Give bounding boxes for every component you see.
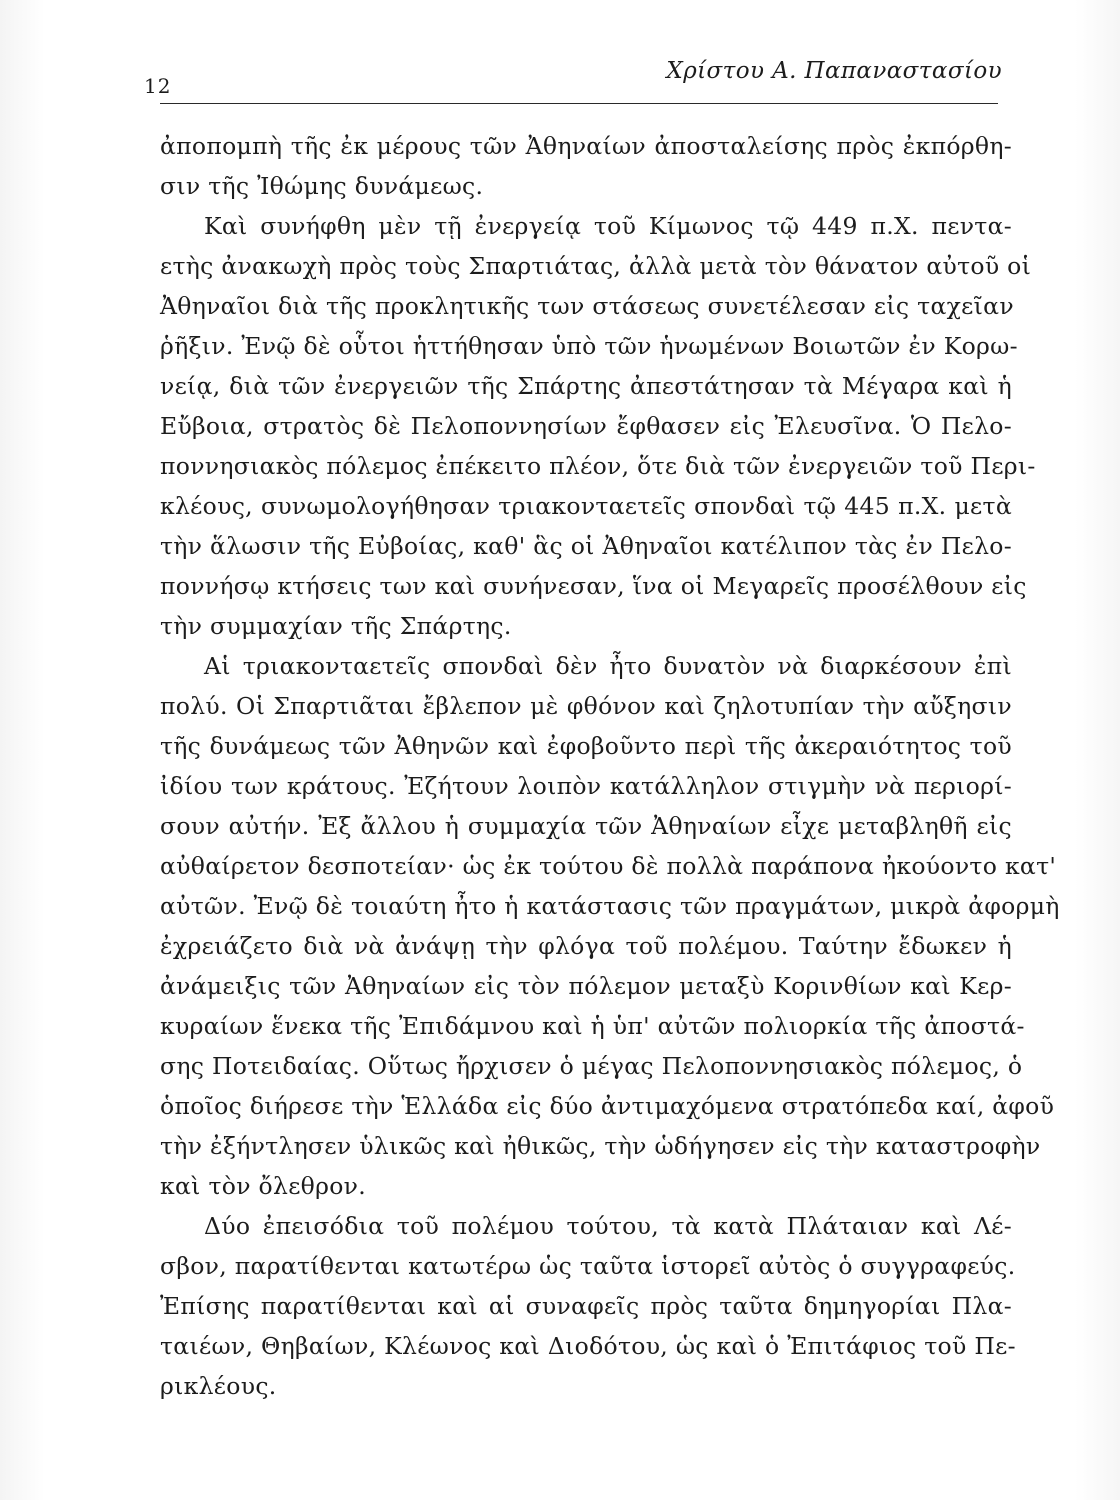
text-line: Καὶ συνήφθη μὲν τῇ ἐνεργείᾳ τοῦ Κίμωνος τῷ 449 π.Χ. πεντα- — [204, 212, 1012, 240]
header-rule — [160, 103, 998, 104]
page-number: 12 — [144, 74, 172, 98]
text-line: ἀποπομπὴ τῆς ἐκ μέρους τῶν Ἀθηναίων ἀποσταλείσης πρὸς ἐκπόρθη- — [160, 132, 1012, 160]
text-line: τὴν ἐξήντλησεν ὑλικῶς καὶ ἠθικῶς, τὴν ὡδήγησεν εἰς τὴν καταστροφὴν — [160, 1132, 1041, 1160]
text-line: ἰδίου των κράτους. Ἐζήτουν λοιπὸν κατάλληλον στιγμὴν νὰ περιορί- — [160, 772, 1012, 800]
text-line: Δύο ἐπεισόδια τοῦ πολέμου τούτου, τὰ κατὰ Πλάταιαν καὶ Λέ- — [204, 1212, 1012, 1240]
paragraph — [160, 126, 1012, 206]
text-line: τῆς δυνάμεως τῶν Ἀθηνῶν καὶ ἐφοβοῦντο περὶ τῆς ἀκεραιότητος τοῦ — [160, 732, 1012, 760]
text-line: τὴν συμμαχίαν τῆς Σπάρτης. — [160, 612, 512, 640]
running-title: Χρίστου Α. Παπαναστασίου — [666, 58, 1002, 84]
text-line: Εὔβοια, στρατὸς δὲ Πελοποννησίων ἔφθασεν εἰς Ἐλευσῖνα. Ὁ Πελο- — [160, 412, 1012, 440]
text-line: ῥῆξιν. Ἐνῷ δὲ οὗτοι ἡττήθησαν ὑπὸ τῶν ἡνωμένων Βοιωτῶν ἐν Κορω- — [160, 332, 1018, 360]
paragraph — [160, 646, 1060, 1206]
text-line: Ἐπίσης παρατίθενται καὶ αἱ συναφεῖς πρὸς ταῦτα δημηγορίαι Πλα- — [160, 1292, 1012, 1320]
text-line: σουν αὐτήν. Ἐξ ἄλλου ἡ συμμαχία τῶν Ἀθηναίων εἶχε μεταβληθῆ εἰς — [160, 812, 1012, 840]
text-line: σβον, παρατίθενται κατωτέρω ὡς ταῦτα ἱστορεῖ αὐτὸς ὁ συγγραφεύς. — [160, 1252, 1016, 1280]
text-line: Αἱ τριακονταετεῖς σπονδαὶ δὲν ἦτο δυνατὸν νὰ διαρκέσουν ἐπὶ — [204, 652, 1012, 680]
text-line: ὁποῖος διήρεσε τὴν Ἑλλάδα εἰς δύο ἀντιμαχόμενα στρατόπεδα καί, ἀφοῦ — [160, 1092, 1055, 1120]
text-line: αὐθαίρετον δεσποτείαν· ὡς ἐκ τούτου δὲ πολλὰ παράπονα ἠκούοντο κατ' — [160, 852, 1057, 880]
text-line: ἀνάμειξις τῶν Ἀθηναίων εἰς τὸν πόλεμον μεταξὺ Κορινθίων καὶ Κερ- — [160, 972, 1012, 1000]
text-line: τὴν ἅλωσιν τῆς Εὐβοίας, καθ' ἃς οἱ Ἀθηναῖοι κατέλιπον τὰς ἐν Πελο- — [160, 532, 1012, 560]
text-line: κλέους, συνωμολογήθησαν τριακονταετεῖς σπονδαὶ τῷ 445 π.Χ. μετὰ — [160, 492, 1012, 520]
text-line: ετὴς ἀνακωχὴ πρὸς τοὺς Σπαρτιάτας, ἀλλὰ μετὰ τὸν θάνατον αὐτοῦ οἱ — [160, 252, 1032, 280]
paragraph — [160, 206, 1036, 646]
text-line: σιν τῆς Ἰθώμης δυνάμεως. — [160, 172, 484, 200]
text-line: κυραίων ἕνεκα τῆς Ἐπιδάμνου καὶ ἡ ὑπ' αὐτῶν πολιορκία τῆς ἀποστά- — [160, 1012, 1025, 1040]
body-text — [160, 126, 1060, 1406]
text-line: ρικλέους. — [160, 1372, 277, 1400]
text-line: αὐτῶν. Ἐνῷ δὲ τοιαύτη ἦτο ἡ κατάστασις τῶν πραγμάτων, μικρὰ ἀφορμὴ — [160, 892, 1060, 920]
text-line: νείᾳ, διὰ τῶν ἐνεργειῶν τῆς Σπάρτης ἀπεστάτησαν τὰ Μέγαρα καὶ ἡ — [160, 372, 1012, 400]
text-line: πολύ. Οἱ Σπαρτιᾶται ἔβλεπον μὲ φθόνον καὶ ζηλοτυπίαν τὴν αὔξησιν — [160, 692, 1012, 720]
text-line: ἐχρειάζετο διὰ νὰ ἀνάψῃ τὴν φλόγα τοῦ πολέμου. Ταύτην ἔδωκεν ἡ — [160, 932, 1012, 960]
text-line: σης Ποτειδαίας. Οὕτως ἤρχισεν ὁ μέγας Πελοποννησιακὸς πόλεμος, ὁ — [160, 1052, 1023, 1080]
text-line: καὶ τὸν ὄλεθρον. — [160, 1172, 367, 1200]
text-line: ποννησιακὸς πόλεμος ἐπέκειτο πλέον, ὅτε διὰ τῶν ἐνεργειῶν τοῦ Περι- — [160, 452, 1036, 480]
text-line: ταιέων, Θηβαίων, Κλέωνος καὶ Διοδότου, ὡς καὶ ὁ Ἐπιτάφιος τοῦ Πε- — [160, 1332, 1016, 1360]
text-line: ποννήσῳ κτήσεις των καὶ συνήνεσαν, ἵνα οἱ Μεγαρεῖς προσέλθουν εἰς — [160, 572, 1027, 600]
text-line: Ἀθηναῖοι διὰ τῆς προκλητικῆς των στάσεως συνετέλεσαν εἰς ταχεῖαν — [160, 292, 1014, 320]
paragraph — [160, 1206, 1016, 1406]
